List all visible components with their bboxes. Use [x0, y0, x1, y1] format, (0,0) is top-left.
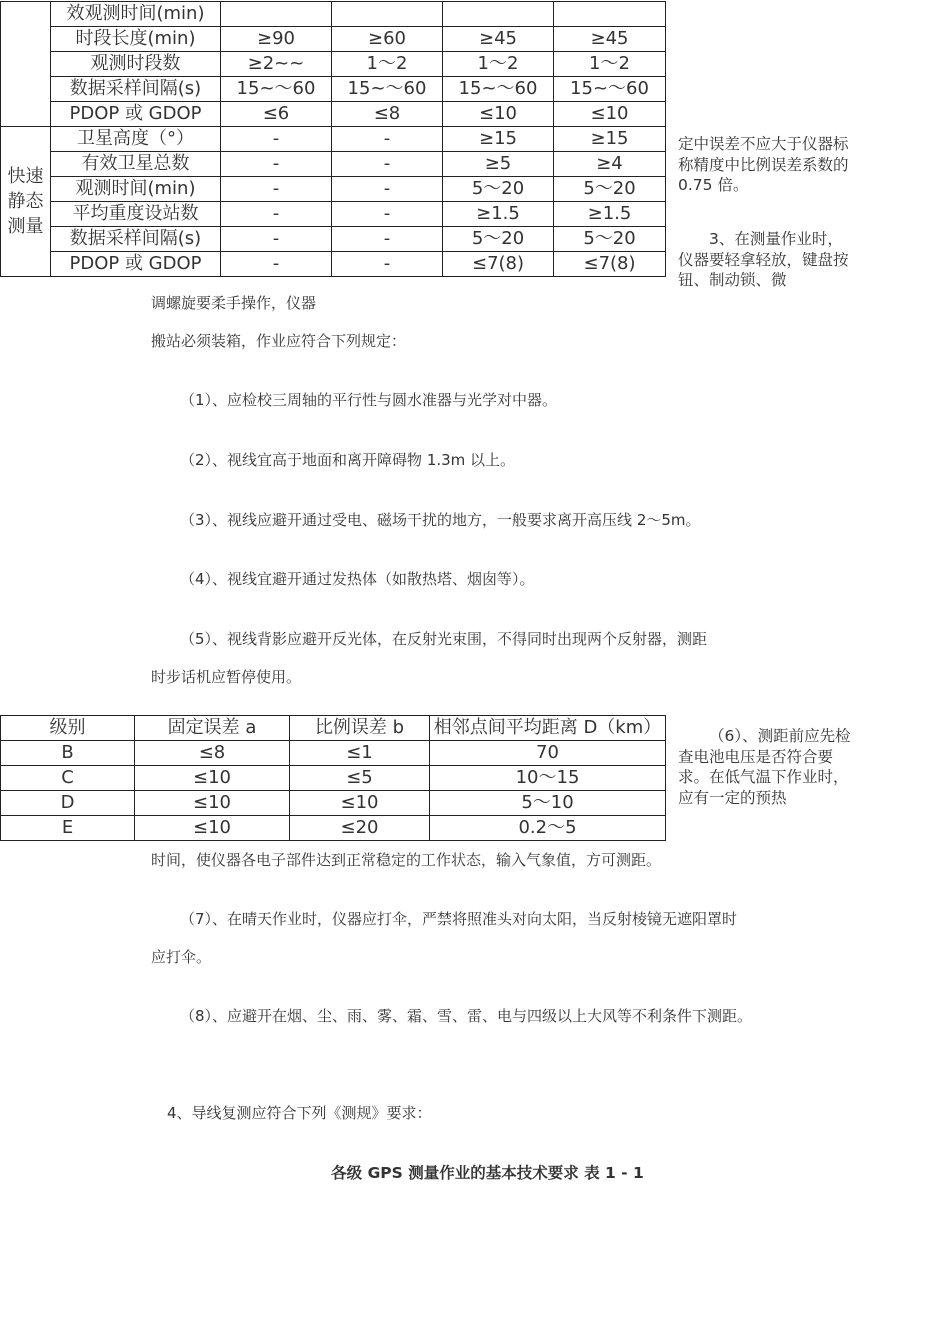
- table-row: [1, 227, 666, 252]
- table-cell: ≤10: [290, 791, 430, 816]
- table-cell: [332, 2, 443, 27]
- table-cell: ≥15: [554, 127, 666, 152]
- table-cell: -: [332, 202, 443, 227]
- table-cell: ≥45: [554, 27, 666, 52]
- row-label: PDOP 或 GDOP: [51, 102, 221, 127]
- table-row: [1, 77, 666, 102]
- column-header: 相邻点间平均距离 D（km）: [430, 716, 666, 741]
- table-cell: 15~～60: [221, 77, 332, 102]
- table-row: [1, 27, 666, 52]
- table-row: [1, 741, 666, 766]
- table-cell: -: [332, 227, 443, 252]
- table-cell: ≤10: [135, 816, 290, 841]
- table-cell: -: [221, 252, 332, 277]
- table-cell: -: [221, 227, 332, 252]
- paragraph-line: 搬站必须装箱，作业应符合下列规定：: [151, 332, 407, 350]
- table-row: [1, 102, 666, 127]
- rule-5: （5）、视线背影应避开反光体，在反射光束围，不得同时出现两个反射器，测距: [180, 630, 708, 648]
- table-cell: ≥5: [443, 152, 554, 177]
- table-row: [1, 816, 666, 841]
- group-cell-fast-static: [1, 127, 51, 277]
- row-label: 效观测时间(min): [51, 2, 221, 27]
- group-cell-static: [1, 2, 51, 127]
- rule-7: （7）、在晴天作业时，仪器应打伞，严禁将照准头对向太阳，当反射棱镜无遮阳罩时: [180, 910, 738, 928]
- table-cell: 15~～60: [332, 77, 443, 102]
- paragraph-line: 调螺旋要柔手操作，仪器: [151, 294, 317, 312]
- table-cell: ≥45: [443, 27, 554, 52]
- rule-6-continued: 时间，使仪器各电子部件达到正常稳定的工作状态，输入气象值，方可测距。: [151, 851, 662, 869]
- rule-1: （1）、应检校三周轴的平行性与圆水准器与光学对中器。: [180, 391, 558, 409]
- table-cell: -: [221, 177, 332, 202]
- table-cell: 0.2～5: [430, 816, 666, 841]
- table-row: [1, 791, 666, 816]
- table-cell: -: [221, 202, 332, 227]
- table-cell: ≤8: [332, 102, 443, 127]
- side-note-2: 3、在测量作业时，仪器要轻拿轻放，键盘按钮、制动锁、微: [678, 230, 849, 289]
- side-note-3: （6）、测距前应先检查电池电压是否符合要求。在低气温下作业时，应有一定的预热: [678, 727, 851, 807]
- table-cell: 1～2: [443, 52, 554, 77]
- table-cell: ≤1: [290, 741, 430, 766]
- group-label: 快速静态测量: [7, 166, 44, 237]
- table-cell: D: [1, 791, 135, 816]
- column-header: 固定误差 a: [135, 716, 290, 741]
- table-cell: ≤7(8): [443, 252, 554, 277]
- row-label: 平均重度设站数: [51, 202, 221, 227]
- table-cell: ≤20: [290, 816, 430, 841]
- table-cell: ≥4: [554, 152, 666, 177]
- table-cell: ≥2~~: [221, 52, 332, 77]
- table-row: [1, 152, 666, 177]
- row-label: 观测时段数: [51, 52, 221, 77]
- table-cell: ≤10: [443, 102, 554, 127]
- table-cell: 10～15: [430, 766, 666, 791]
- table-cell: 1～2: [332, 52, 443, 77]
- table-cell: 5～20: [554, 177, 666, 202]
- table-cell: B: [1, 741, 135, 766]
- table-cell: C: [1, 766, 135, 791]
- table-cell: ≤10: [135, 791, 290, 816]
- row-label: 有效卫星总数: [51, 152, 221, 177]
- row-label: 卫星高度（°）: [51, 127, 221, 152]
- table-cell: 5～20: [443, 177, 554, 202]
- table-cell: ≤8: [135, 741, 290, 766]
- table-cell: 5～20: [554, 227, 666, 252]
- rule-3: （3）、视线应避开通过受电、磁场干扰的地方，一般要求离开高压线 2～5m。: [180, 511, 701, 529]
- table-cell: 1～2: [554, 52, 666, 77]
- table-cell: E: [1, 816, 135, 841]
- column-header: 级别: [1, 716, 135, 741]
- section-4-heading: 4、导线复测应符合下列《测规》要求：: [167, 1104, 432, 1122]
- table-cell: [443, 2, 554, 27]
- table-cell: 5～10: [430, 791, 666, 816]
- table-cell: ≤5: [290, 766, 430, 791]
- rule-8: （8）、应避开在烟、尘、雨、雾、霜、雪、雷、电与四级以上大风等不利条件下测距。: [180, 1007, 753, 1025]
- table-row: [1, 127, 666, 152]
- table-title: 各级 GPS 测量作业的基本技术要求 表 1 - 1: [331, 1164, 644, 1182]
- row-label: 数据采样间隔(s): [51, 77, 221, 102]
- table-row: [1, 766, 666, 791]
- table-cell: -: [221, 152, 332, 177]
- table-cell: ≥90: [221, 27, 332, 52]
- table-cell: 15~～60: [443, 77, 554, 102]
- table-cell: ≤7(8): [554, 252, 666, 277]
- table-cell: [554, 2, 666, 27]
- table-cell: 15~～60: [554, 77, 666, 102]
- table-cell: 5～20: [443, 227, 554, 252]
- gps-table-body: [1, 2, 666, 277]
- row-label: PDOP 或 GDOP: [51, 252, 221, 277]
- table-row: [1, 177, 666, 202]
- row-label: 观测时间(min): [51, 177, 221, 202]
- table-row: [1, 202, 666, 227]
- table-cell: -: [332, 152, 443, 177]
- table-row: [1, 52, 666, 77]
- table-header-row: [1, 716, 666, 741]
- rule-2: （2）、视线宜高于地面和离开障碍物 1.3m 以上。: [180, 451, 516, 469]
- rule-7-continued: 应打伞。: [151, 948, 212, 966]
- side-note-1: 定中误差不应大于仪器标称精度中比例误差系数的 0.75 倍。: [678, 135, 849, 194]
- table-cell: ≥60: [332, 27, 443, 52]
- table-cell: -: [332, 177, 443, 202]
- level-accuracy-table: [0, 715, 666, 841]
- rule-5-continued: 时步话机应暂停使用。: [151, 668, 302, 686]
- table-cell: [221, 2, 332, 27]
- gps-requirements-table: [0, 1, 666, 277]
- table-cell: ≤10: [554, 102, 666, 127]
- table-row: [1, 252, 666, 277]
- level-table-body: [1, 716, 666, 841]
- row-label: 数据采样间隔(s): [51, 227, 221, 252]
- table-cell: ≥15: [443, 127, 554, 152]
- table-cell: ≤10: [135, 766, 290, 791]
- table-cell: -: [221, 127, 332, 152]
- table-cell: ≥1.5: [443, 202, 554, 227]
- table-cell: 70: [430, 741, 666, 766]
- rule-4: （4）、视线宜避开通过发热体（如散热塔、烟囱等）。: [180, 570, 535, 588]
- table-row: [1, 2, 666, 27]
- column-header: 比例误差 b: [290, 716, 430, 741]
- table-cell: -: [332, 252, 443, 277]
- table-cell: ≤6: [221, 102, 332, 127]
- row-label: 时段长度(min): [51, 27, 221, 52]
- table-cell: -: [332, 127, 443, 152]
- table-cell: ≥1.5: [554, 202, 666, 227]
